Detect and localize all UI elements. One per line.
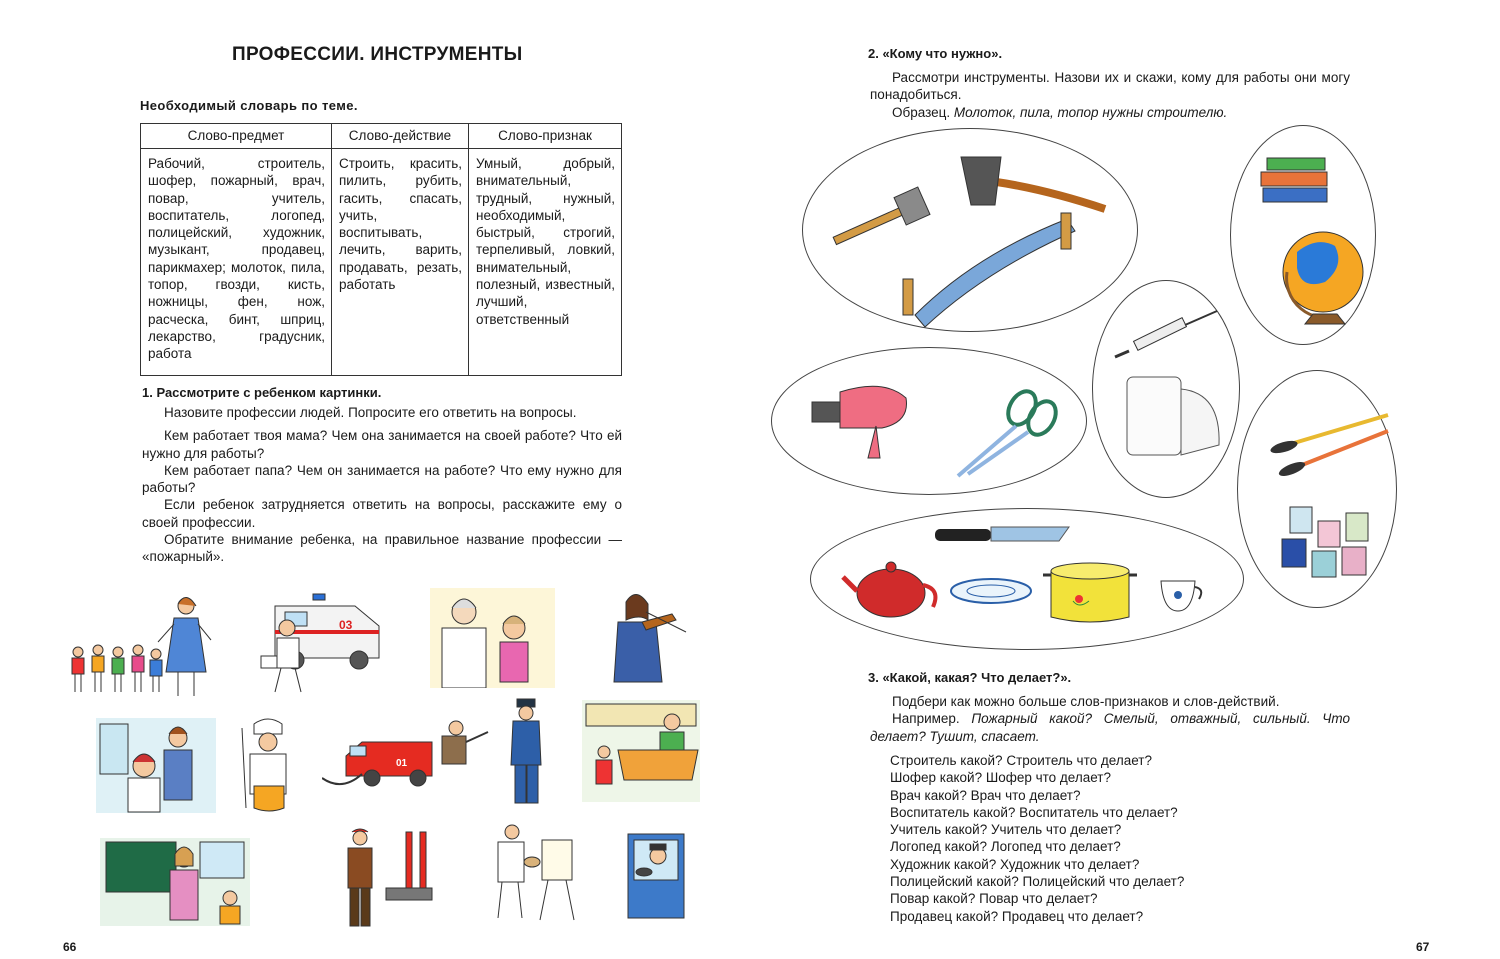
section1-heading: 1. Рассмотрите с ребенком картинки.: [142, 385, 382, 400]
firetruck-number: 01: [396, 758, 408, 769]
page-number-left: 66: [63, 940, 77, 954]
questions-list: [890, 752, 1350, 925]
brushes-icon: [1269, 415, 1388, 479]
section1-p2: Кем работает твоя мама? Чем она занимается на своей работе? Что ей нужно для работы?: [142, 428, 622, 461]
pot-icon: [1043, 563, 1137, 622]
cook-tools-oval: [810, 508, 1244, 650]
question-item: Полицейский какой? Полицейский что делает?: [890, 874, 1185, 890]
vocab-header-noun: Слово-предмет: [141, 124, 332, 149]
vocab-header-adjective: Слово-признак: [469, 124, 622, 149]
question-item: Воспитатель какой? Воспитатель что делает?: [890, 804, 1178, 820]
hairdresser-tools-drawing: [772, 348, 1086, 494]
section1-text: [142, 404, 622, 566]
ambulance-doctor-image: [255, 592, 395, 697]
question-item: Учитель какой? Учитель что делает?: [890, 822, 1122, 838]
teacher-tools-oval: [1230, 125, 1376, 345]
builder-image: [346, 828, 438, 928]
artist-tools-drawing: [1238, 371, 1396, 607]
section2-example: [870, 104, 1350, 121]
section2-example-text: Молоток, пила, топор нужны строителю.: [953, 104, 1228, 120]
page-title: ПРОФЕССИИ. ИНСТРУМЕНТЫ: [232, 44, 523, 65]
policeman-image: [505, 697, 550, 807]
seller-market-image: [582, 700, 700, 802]
doctor-tools-drawing: [1093, 281, 1239, 497]
teacher-blackboard-image: [100, 838, 250, 926]
section3-heading: 3. «Какой, какая? Что делает?».: [868, 670, 1072, 685]
section3-example-label: Например.: [892, 711, 960, 727]
section2-p1: Рассмотри инструменты. Назови их и скажи, кому для работы они могу понадобиться.: [870, 70, 1350, 103]
teapot-icon: [843, 562, 935, 617]
vocab-header-verb: Слово-действие: [332, 124, 469, 149]
question-item: Продавец какой? Продавец что делает?: [890, 908, 1144, 924]
vocab-cell-noun: Рабочий, строитель, шофер, пожарный, врач, повар, учитель, воспитатель, логопед, полицейский, художник, музыкант, продавец, парикмахер; молоток, пила, топор, гвозди, кисть, ножницы, фен, нож, расческа, бинт, шприц, лекарство, градусник, работа: [141, 149, 332, 376]
books-icon: [1261, 158, 1327, 202]
scissors-icon: [958, 386, 1061, 476]
globe-icon: [1283, 232, 1363, 324]
doctor-tools-oval: [1092, 280, 1240, 498]
paint-jars-icon: [1282, 507, 1368, 577]
hair-dryer-icon: [812, 386, 907, 458]
section1-p3: Кем работает папа? Чем он занимается на работе? Что ему нужно для работы?: [142, 462, 622, 496]
saw-icon: [903, 213, 1075, 327]
artist-image: [490, 822, 580, 922]
builder-tools-oval: [802, 128, 1138, 332]
doctor-and-child-image: [430, 588, 555, 688]
hairdresser-tools-oval: [771, 347, 1087, 495]
teacher-tools-drawing: [1231, 126, 1375, 344]
vocab-cell-verb: Строить, красить, пилить, рубить, гасить, спасать, учить, воспитывать, лечить, варить, продавать, резать, работать: [332, 149, 469, 376]
vocab-table: [140, 123, 622, 376]
right-page: [750, 0, 1500, 959]
bandage-icon: [1127, 377, 1219, 455]
section3-text: [870, 693, 1350, 745]
section3-example: [870, 710, 1350, 745]
question-item: Художник какой? Художник что делает?: [890, 856, 1140, 872]
driver-image: [624, 830, 688, 922]
artist-tools-oval: [1237, 370, 1397, 608]
cook-tools-drawing: [811, 509, 1243, 649]
vocab-heading: Необходимый словарь по теме.: [140, 98, 358, 113]
question-item: Логопед какой? Логопед что делает?: [890, 839, 1121, 855]
section3-example-text: Пожарный какой? Смелый, отважный, сильный. Что делает? Тушит, спасает.: [870, 711, 1350, 744]
section3-p1: Подбери как можно больше слов-признаков и слов-действий.: [892, 694, 1280, 709]
teacher-with-children-image: [66, 592, 216, 702]
violinist-image: [596, 592, 691, 692]
vocab-cell-adjective: Умный, добрый, внимательный, трудный, нужный, необходимый, быстрый, строгий, терпеливый, ловкий, внимательный, полезный, известный, лучший, ответственный: [469, 149, 622, 376]
section2-text: [870, 69, 1350, 121]
question-item: Шофер какой? Шофер что делает?: [890, 770, 1111, 786]
section1-p1: Назовите профессии людей. Попросите его ответить на вопросы.: [164, 405, 577, 420]
section1-p5: Обратите внимание ребенка, на правильное название профессии — «пожарный».: [142, 532, 622, 565]
knife-icon: [935, 527, 1069, 541]
section1-p4: Если ребенок затрудняется ответить на вопросы, расскажите ему о своей профессии.: [142, 497, 622, 530]
cook-image: [232, 718, 304, 816]
question-item: Врач какой? Врач что делает?: [890, 787, 1081, 803]
cup-icon: [1161, 581, 1201, 611]
ambulance-number: 03: [339, 618, 353, 632]
section2-example-label: Образец.: [892, 104, 951, 120]
page-number-right: 67: [1416, 940, 1430, 954]
plate-icon: [951, 579, 1031, 603]
hairdresser-image: [96, 718, 216, 813]
axe-icon: [961, 157, 1105, 209]
builder-tools-drawing: [803, 129, 1137, 331]
hammer-icon: [833, 187, 930, 245]
syringe-icon: [1115, 311, 1217, 357]
question-item: Строитель какой? Строитель что делает?: [890, 753, 1152, 768]
question-item: Повар какой? Повар что делает?: [890, 891, 1098, 907]
section2-heading: 2. «Кому что нужно».: [868, 46, 1003, 61]
firefighter-truck-image: [322, 712, 490, 792]
